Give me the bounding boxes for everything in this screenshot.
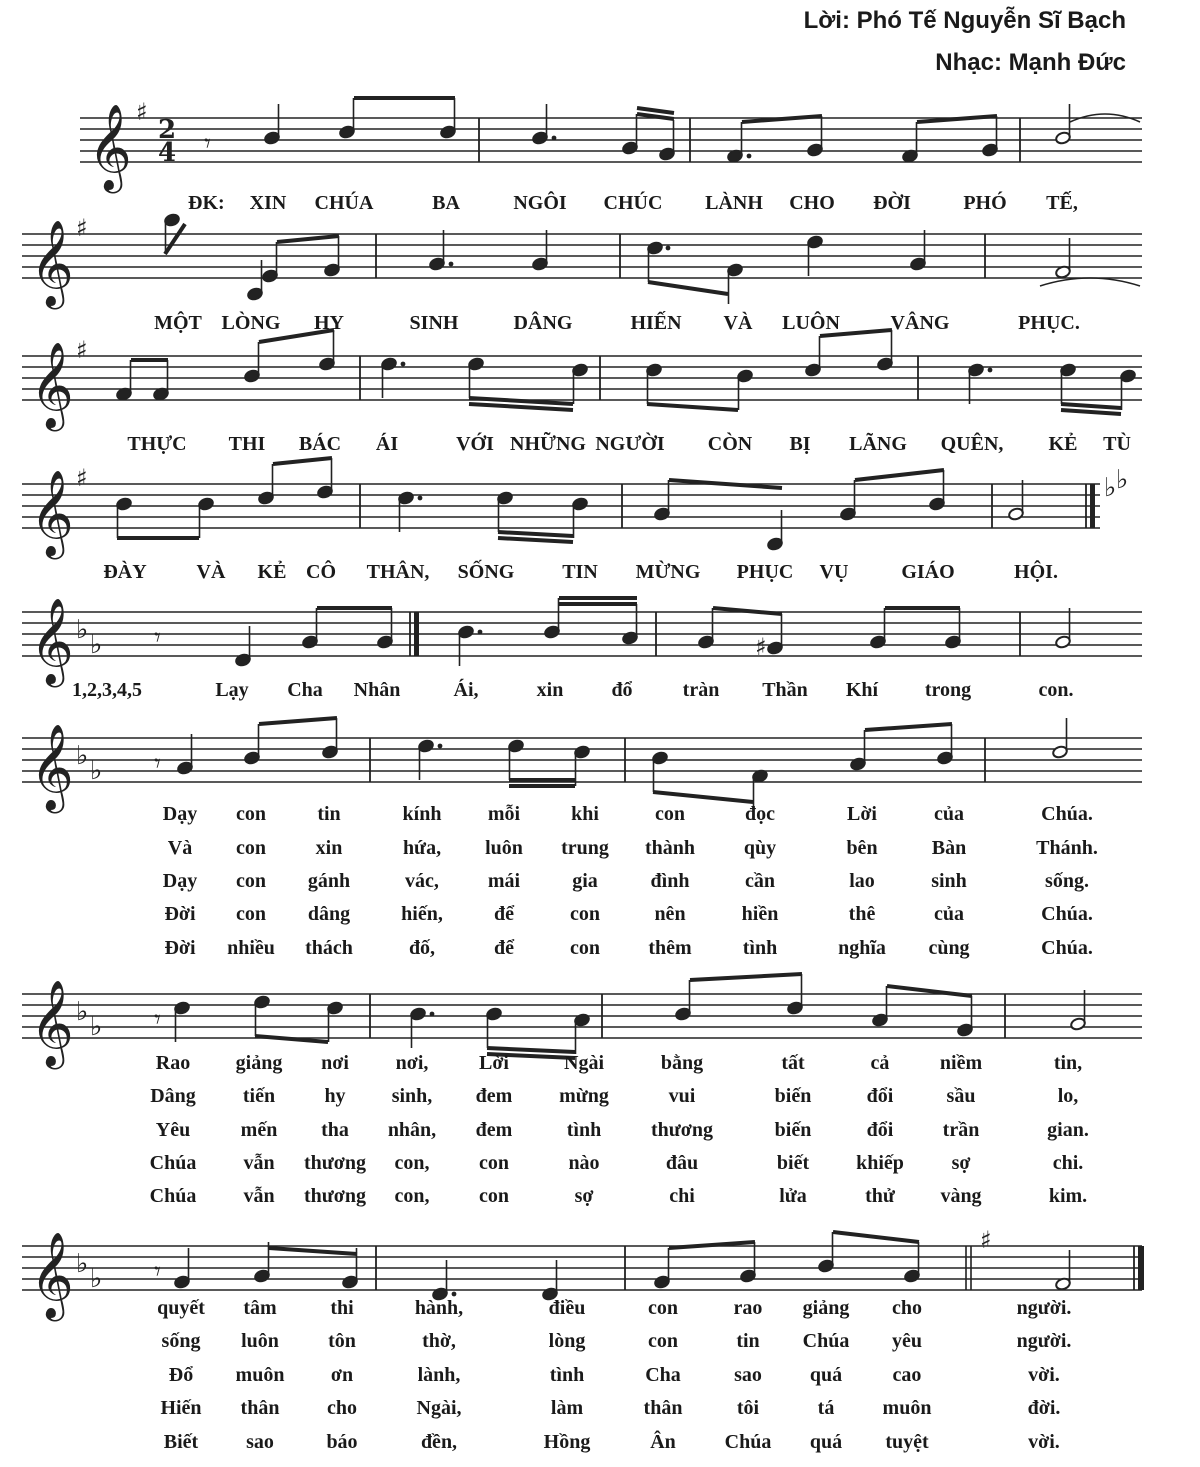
dot: [988, 368, 993, 373]
verses-block2-1-word: vui: [668, 1085, 696, 1107]
verses-intro-word: trong: [924, 679, 972, 701]
flat-icon: ♭: [76, 1249, 89, 1279]
verses-block1-3-word: con: [570, 903, 600, 925]
beam: [269, 1248, 357, 1254]
verses-block3-0-word: tâm: [243, 1297, 277, 1319]
eighth-rest-icon: 𝄾: [204, 129, 211, 159]
refrain-line-1-word: DÂNG: [513, 312, 573, 334]
verses-block2-2-word: thương: [651, 1119, 713, 1141]
verses-block2-1-word: Dâng: [150, 1085, 196, 1107]
refrain-line-2-word: ÁI: [375, 433, 399, 455]
dot: [401, 362, 406, 367]
refrain-line-0-word: PHÓ: [963, 192, 1007, 214]
refrain-line-3-word: ĐÀY: [103, 561, 147, 583]
verses-block1-0-word: mỗi: [487, 803, 521, 825]
beam: [713, 608, 782, 614]
refrain-line-1-word: VÂNG: [890, 312, 950, 334]
verses-block2-3-word: vẫn: [243, 1152, 275, 1174]
verses-block2-2-word: gian.: [1047, 1119, 1089, 1141]
sharp-icon: ♯: [980, 1226, 992, 1254]
verses-block1-3-word: của: [934, 903, 964, 925]
verses-block3-2-word: muôn: [235, 1364, 285, 1386]
beam: [637, 108, 674, 113]
verses-block2-0-word: cả: [870, 1052, 890, 1074]
verses-block1-2-word: Dạy: [162, 870, 198, 892]
refrain-line-1-word: VÀ: [723, 312, 753, 334]
verses-block3-3-word: cho: [327, 1397, 357, 1419]
refrain-line-0-word: LÀNH: [705, 192, 763, 214]
verses-block1-4-word: Đời: [164, 937, 196, 959]
beam: [669, 1242, 755, 1248]
verses-block1-0-word: con: [236, 803, 266, 825]
verses-intro-word: Cha: [287, 679, 323, 701]
verses-block3-4-word: tuyệt: [885, 1431, 929, 1453]
refrain-line-3-word: THÂN,: [366, 561, 430, 583]
verses-block3-4-word: vời.: [1028, 1431, 1060, 1453]
verses-block2-4-word: vẫn: [243, 1185, 275, 1207]
verses-block2-4-word: Chúa: [149, 1185, 197, 1207]
verses-block2-4-word: chi: [669, 1185, 695, 1207]
verses-block1-1-word: hứa,: [402, 837, 442, 859]
verses-block3-3-word: Ngài,: [416, 1397, 462, 1419]
treble-clef-icon: 𝄞: [88, 104, 132, 190]
verses-block1-0-word: kính: [402, 803, 442, 825]
verses-block1-2-word: cần: [745, 870, 775, 892]
verses-block3-3-word: tá: [817, 1397, 835, 1419]
eighth-rest-icon: 𝄾: [154, 749, 161, 779]
flat-icon: ♭: [1104, 473, 1117, 503]
refrain-line-2-word: KẺ: [1048, 433, 1078, 455]
time-signature-bottom: 4: [158, 138, 177, 168]
verses-block2-0-word: Lời: [479, 1052, 509, 1074]
refrain-line-2-word: CÒN: [707, 433, 753, 455]
verses-block1-1-word: Thánh.: [1036, 837, 1098, 859]
verses-intro-word: Ái,: [453, 679, 479, 701]
flat-icon: ♭: [76, 615, 89, 645]
verses-intro-word: tràn: [682, 679, 720, 701]
verses-block2-3-word: biết: [776, 1152, 810, 1174]
verses-block3-4-word: Ân: [650, 1431, 676, 1453]
verses-block1-1-word: xin: [315, 837, 343, 859]
verses-block3-2-word: vời.: [1028, 1364, 1060, 1386]
verses-block1-1-word: Bàn: [931, 837, 967, 859]
flat-icon: ♭: [90, 630, 103, 660]
verses-block2-3-word: thương: [304, 1152, 366, 1174]
verses-block2-1-word: tiến: [242, 1085, 276, 1107]
verses-block1-4-word: thách: [305, 937, 353, 959]
verses-block2-4-word: thương: [304, 1185, 366, 1207]
verses-block2-0-word: niềm: [939, 1052, 983, 1074]
verses-block2-4-word: thử: [865, 1185, 895, 1207]
verses-block1-0-word: con: [655, 803, 685, 825]
verses-block1-3-word: để: [494, 903, 514, 925]
beam: [648, 282, 728, 294]
lyricist-credit: Lời: Phó Tế Nguyễn Sĩ Bạch: [803, 7, 1126, 34]
beam: [1061, 404, 1121, 408]
refrain-line-1-word: HIẾN: [630, 312, 682, 334]
verses-block2-3-word: đâu: [665, 1152, 699, 1174]
beam: [647, 404, 738, 410]
verses-intro-word: Thần: [762, 679, 808, 701]
verses-block1-3-word: thê: [848, 903, 876, 925]
verses-block1-4-word: nhiều: [227, 937, 275, 959]
verses-block1-1-word: thành: [644, 837, 696, 859]
verses-block2-2-word: nhân,: [387, 1119, 437, 1141]
verses-block2-4-word: kim.: [1048, 1185, 1088, 1207]
verses-block3-4-word: sao: [246, 1431, 274, 1453]
verses-intro-word: con.: [1038, 679, 1074, 701]
refrain-line-0-word: CHÚA: [314, 192, 374, 214]
verses-block2-3-word: sợ: [951, 1152, 971, 1174]
verses-block3-0-word: người.: [1016, 1297, 1072, 1319]
verses-block2-0-word: Ngài: [564, 1052, 604, 1074]
refrain-line-0-word: BA: [432, 192, 460, 214]
verses-block1-4-word: thêm: [648, 937, 692, 959]
verses-block2-0-word: bằng: [660, 1052, 704, 1074]
verses-block3-0-word: thi: [330, 1297, 354, 1319]
refrain-line-2-word: QUÊN,: [940, 433, 1004, 455]
double-barline: [1090, 484, 1095, 528]
verses-block1-0-word: Lời: [847, 803, 877, 825]
refrain-line-3-word: CÔ: [306, 561, 336, 583]
verses-block2-3-word: chi.: [1052, 1152, 1084, 1174]
verses-block2-0-word: nơi: [321, 1052, 349, 1074]
verses-block2-2-word: tha: [321, 1119, 349, 1141]
verses-block1-3-word: hiến,: [401, 903, 443, 925]
verses-block2-2-word: đổi: [866, 1119, 894, 1141]
beam: [273, 458, 332, 464]
flat-icon: ♭: [90, 1264, 103, 1294]
composer-credit: Nhạc: Mạnh Đức: [935, 49, 1126, 76]
dot: [747, 154, 752, 159]
verses-block1-4-word: tình: [742, 937, 778, 959]
verses-block1-3-word: hiền: [741, 903, 779, 925]
verses-block2-4-word: sợ: [574, 1185, 594, 1207]
verses-block1-1-word: qùy: [743, 837, 777, 859]
dot: [478, 630, 483, 635]
verses-block1-0-word: của: [934, 803, 964, 825]
verses-block2-2-word: trần: [942, 1119, 980, 1141]
verses-block1-0-word: Dạy: [162, 803, 198, 825]
dot: [438, 744, 443, 749]
time-signature-top: 2: [158, 115, 177, 145]
verses-block3-1-word: lòng: [548, 1330, 586, 1352]
beam: [833, 1232, 919, 1242]
verses-intro-word: xin: [536, 679, 564, 701]
refrain-line-3-word: TIN: [562, 561, 598, 583]
verses-block3-2-word: tình: [549, 1364, 585, 1386]
flat-icon: ♭: [1116, 465, 1129, 495]
verses-block1-1-word: bên: [846, 837, 878, 859]
verses-block2-1-word: đem: [475, 1085, 513, 1107]
verses-block3-2-word: lành,: [417, 1364, 461, 1386]
refrain-line-1-word: SINH: [409, 312, 459, 334]
refrain-line-3-word: SỐNG: [457, 561, 515, 583]
refrain-line-1-word: HY: [314, 312, 344, 334]
beam: [653, 792, 753, 802]
verses-block2-4-word: vàng: [940, 1185, 982, 1207]
verses-block3-1-word: người.: [1016, 1330, 1072, 1352]
verses-block1-2-word: đình: [650, 870, 690, 892]
tie: [1040, 278, 1140, 286]
beam: [917, 116, 997, 122]
verses-block2-3-word: nào: [568, 1152, 600, 1174]
refrain-line-2-word: LÃNG: [849, 433, 907, 455]
refrain-line-1-word: PHỤC.: [1018, 312, 1080, 334]
refrain-line-0-word: TẾ,: [1046, 192, 1078, 214]
verses-intro-word: Nhân: [353, 679, 401, 701]
beam: [865, 724, 952, 730]
final-barline: [1138, 1246, 1144, 1290]
verses-block3-3-word: thân: [240, 1397, 280, 1419]
verses-block1-2-word: sống.: [1045, 870, 1089, 892]
verses-intro-word: Lạy: [215, 679, 249, 701]
beam: [742, 116, 822, 122]
verses-block2-3-word: con: [479, 1152, 509, 1174]
verses-block2-1-word: hy: [324, 1085, 346, 1107]
verses-block3-4-word: quá: [809, 1431, 843, 1453]
beam: [165, 224, 185, 254]
verses-block2-3-word: Chúa: [149, 1152, 197, 1174]
sharp-icon: ♯: [136, 98, 148, 126]
beam: [259, 718, 337, 724]
sharp-icon: ♯: [76, 464, 88, 492]
verses-block2-3-word: con,: [394, 1152, 430, 1174]
treble-clef-icon: 𝄞: [30, 724, 74, 810]
verses-block3-4-word: đền,: [420, 1431, 458, 1453]
verses-block1-1-word: con: [236, 837, 266, 859]
verses-block3-4-word: Hồng: [543, 1431, 591, 1453]
verses-block1-4-word: con: [570, 937, 600, 959]
verses-block2-4-word: lửa: [779, 1185, 807, 1207]
verses-block1-1-word: trung: [561, 837, 609, 859]
verses-block3-2-word: cao: [892, 1364, 922, 1386]
verses-block3-4-word: Biết: [163, 1431, 199, 1453]
dot: [418, 496, 423, 501]
verses-block3-2-word: sao: [734, 1364, 762, 1386]
verses-block1-2-word: gánh: [307, 870, 351, 892]
verses-block2-0-word: tất: [781, 1052, 805, 1074]
treble-clef-icon: 𝄞: [30, 598, 74, 684]
verses-block3-1-word: Chúa: [802, 1330, 850, 1352]
verse-label: 1,2,3,4,5: [72, 679, 142, 701]
verses-block2-0-word: tin,: [1053, 1052, 1083, 1074]
verses-block1-0-word: đọc: [745, 803, 775, 825]
verses-block3-1-word: con: [648, 1330, 678, 1352]
verses-block3-1-word: thờ,: [422, 1330, 456, 1352]
verses-block1-4-word: nghĩa: [838, 937, 886, 959]
flat-icon: ♭: [90, 1012, 103, 1042]
verses-block1-2-word: gia: [572, 870, 598, 892]
eighth-rest-icon: 𝄾: [154, 1005, 161, 1035]
verses-block2-2-word: tình: [566, 1119, 602, 1141]
verses-block2-1-word: lo,: [1057, 1085, 1079, 1107]
verses-block1-3-word: con: [236, 903, 266, 925]
verses-block1-3-word: Chúa.: [1041, 903, 1093, 925]
beam: [498, 532, 573, 536]
verses-block3-0-word: hành,: [414, 1297, 464, 1319]
verses-block3-4-word: báo: [326, 1431, 358, 1453]
sharp-icon: ♯: [76, 214, 88, 242]
refrain-line-3-word: KẺ: [257, 561, 287, 583]
verses-block2-2-word: Yêu: [155, 1119, 191, 1141]
dot: [666, 246, 671, 251]
eighth-rest-icon: 𝄾: [154, 623, 161, 653]
refrain-line-3-word: PHỤC: [736, 561, 794, 583]
verses-block3-3-word: thân: [643, 1397, 683, 1419]
treble-clef-icon: 𝄞: [30, 1232, 74, 1318]
refrain-line-2-word: NHỮNG: [510, 433, 586, 455]
verses-block3-0-word: quyết: [157, 1297, 205, 1319]
verses-block3-0-word: giảng: [802, 1297, 850, 1319]
beam: [1061, 410, 1121, 414]
refrain-line-0-word: NGÔI: [513, 192, 567, 214]
verses-block3-2-word: ơn: [330, 1364, 354, 1386]
verses-block2-0-word: nơi,: [395, 1052, 429, 1074]
beam: [498, 538, 573, 542]
verses-block2-1-word: đổi: [866, 1085, 894, 1107]
refrain-line-3-word: VỤ: [819, 561, 849, 583]
refrain-line-2-word: THI: [228, 433, 266, 455]
refrain-line-2-word: BÁC: [298, 433, 342, 455]
verses-block1-4-word: để: [494, 937, 514, 959]
verses-block3-1-word: sống: [161, 1330, 201, 1352]
verses-block3-0-word: cho: [892, 1297, 922, 1319]
refrain-line-2-word: TÙ: [1103, 433, 1131, 455]
refrain-line-2-word: VỚI: [456, 433, 494, 455]
verses-block2-4-word: con,: [394, 1185, 430, 1207]
verses-block1-4-word: đố,: [408, 937, 436, 959]
beam: [855, 470, 944, 480]
verses-block2-2-word: đem: [475, 1119, 513, 1141]
verses-block1-0-word: Chúa.: [1041, 803, 1093, 825]
refrain-line-0-word: CHO: [789, 192, 835, 214]
refrain-line-0-word: XIN: [249, 192, 287, 214]
verses-block3-0-word: điều: [548, 1297, 586, 1319]
refrain-line-1-word: MỘT: [154, 312, 202, 334]
verses-block1-3-word: nên: [654, 903, 686, 925]
verses-block1-1-word: luôn: [485, 837, 523, 859]
verses-block2-2-word: mến: [240, 1119, 278, 1141]
verses-block1-3-word: dâng: [307, 903, 351, 925]
verses-block2-3-word: khiếp: [856, 1152, 904, 1174]
verses-block3-3-word: Hiến: [160, 1397, 202, 1419]
sharp-icon: ♯: [755, 633, 767, 661]
verses-block3-4-word: Chúa: [724, 1431, 772, 1453]
verses-block2-1-word: sinh,: [391, 1085, 433, 1107]
verses-block3-0-word: rao: [733, 1297, 763, 1319]
verses-block3-1-word: tôn: [328, 1330, 356, 1352]
verses-block2-1-word: sầu: [946, 1085, 976, 1107]
verses-block1-4-word: Chúa.: [1041, 937, 1093, 959]
repeat-barline: [414, 612, 419, 656]
verses-block1-2-word: lao: [849, 870, 875, 892]
verses-block1-2-word: mái: [487, 870, 521, 892]
treble-clef-icon: 𝄞: [30, 470, 74, 556]
verses-block2-2-word: biến: [774, 1119, 812, 1141]
verses-block2-0-word: giảng: [235, 1052, 283, 1074]
refrain-line-3-word: VÀ: [196, 561, 226, 583]
refrain-line-3-word: GIÁO: [901, 561, 955, 583]
verses-block3-3-word: tôi: [736, 1397, 760, 1419]
verses-block3-1-word: luôn: [241, 1330, 279, 1352]
dot: [452, 1292, 457, 1297]
refrain-line-2-word: THỰC: [127, 433, 187, 455]
verses-block2-4-word: con: [479, 1185, 509, 1207]
verses-block1-4-word: cùng: [928, 937, 970, 959]
eighth-rest-icon: 𝄾: [154, 1257, 161, 1287]
verses-intro-word: đổ: [611, 679, 633, 701]
dot: [552, 136, 557, 141]
beam: [690, 974, 802, 980]
sharp-icon: ♯: [76, 336, 88, 364]
dot: [449, 262, 454, 267]
verses-block3-3-word: muôn: [882, 1397, 932, 1419]
refrain-line-1-word: LÒNG: [221, 312, 281, 334]
refrain-line-3-word: MỪNG: [635, 561, 701, 583]
verses-block3-0-word: con: [648, 1297, 678, 1319]
treble-clef-icon: 𝄞: [30, 342, 74, 428]
refrain-label: ĐK:: [188, 192, 225, 214]
verses-block3-3-word: đời.: [1027, 1397, 1061, 1419]
refrain-line-2-word: BỊ: [789, 433, 811, 455]
refrain-line-1-word: LUÔN: [782, 312, 840, 334]
verses-block1-0-word: khi: [571, 803, 599, 825]
treble-clef-icon: 𝄞: [30, 980, 74, 1066]
refrain-line-3-word: HỘI.: [1014, 561, 1058, 583]
verses-block3-1-word: yêu: [892, 1330, 922, 1352]
verses-block1-2-word: con: [236, 870, 266, 892]
verses-block3-1-word: tin: [736, 1330, 760, 1352]
verses-block2-0-word: Rao: [155, 1052, 191, 1074]
refrain-line-0-word: CHÚC: [603, 192, 663, 214]
verses-block3-2-word: Đổ: [168, 1364, 194, 1386]
verses-block2-1-word: mừng: [559, 1085, 609, 1107]
verses-block1-1-word: Và: [167, 837, 193, 859]
flat-icon: ♭: [90, 756, 103, 786]
flat-icon: ♭: [76, 741, 89, 771]
treble-clef-icon: 𝄞: [30, 220, 74, 306]
dot: [430, 1012, 435, 1017]
refrain-line-0-word: ĐỜI: [873, 192, 911, 214]
verses-block1-3-word: Đời: [164, 903, 196, 925]
verses-block1-2-word: sinh: [931, 870, 967, 892]
verses-intro-word: Khí: [845, 679, 879, 701]
refrain-line-2-word: NGƯỜI: [595, 433, 665, 455]
verses-block2-1-word: biến: [774, 1085, 812, 1107]
beam: [255, 1036, 328, 1042]
verses-block1-2-word: vác,: [405, 870, 439, 892]
verses-block3-2-word: quá: [809, 1364, 843, 1386]
verses-block3-3-word: làm: [550, 1397, 584, 1419]
verses-block1-0-word: tin: [317, 803, 341, 825]
beam: [277, 236, 339, 242]
verses-block3-2-word: Cha: [645, 1364, 681, 1386]
flat-icon: ♭: [76, 997, 89, 1027]
